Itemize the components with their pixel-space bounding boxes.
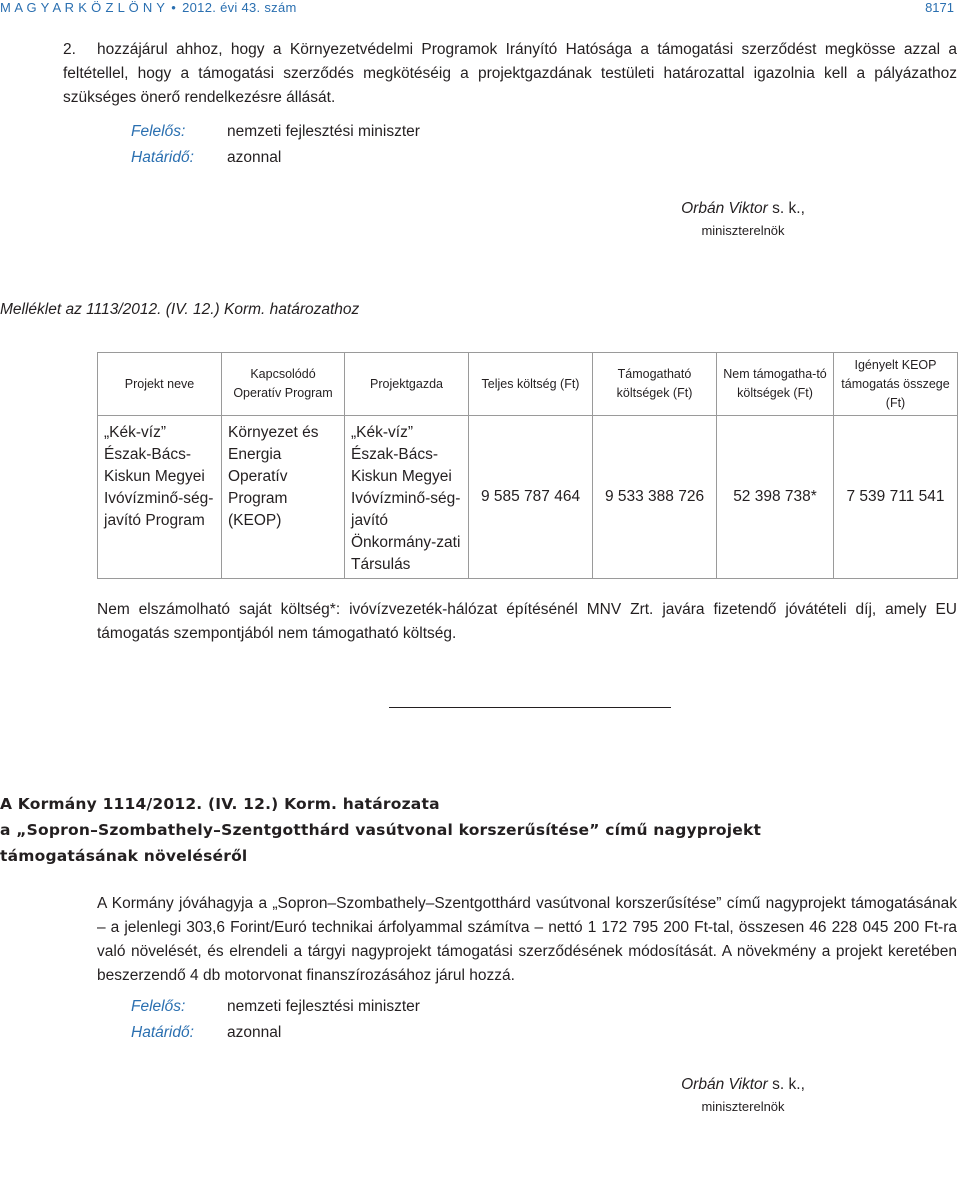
bullet: • (171, 0, 177, 15)
cell-ineligible-cost: 52 398 738* (717, 416, 834, 579)
responsible-value: nemzeti fejlesztési miniszter (227, 998, 420, 1015)
decision-subject-line2: támogatásának növeléséről (0, 847, 248, 865)
responsible-label: Felelős: (131, 123, 186, 140)
table-footnote: Nem elszámolható saját költség*: ivóvízvezeték-hálózat építésénél MNV Zrt. javára fizetendő jóvátételi díj, amely EU támogatás szempontjából nem támogatható költség. (97, 601, 957, 642)
decision-heading (0, 791, 960, 869)
issue-number: 2012. évi 43. szám (182, 0, 297, 15)
header-eligible-cost: Támogatható költségek (Ft) (593, 353, 717, 416)
deadline-value: azonnal (227, 1024, 282, 1041)
table-row (98, 416, 958, 579)
signatory-title: miniszterelnök (701, 1099, 785, 1114)
signatory-name: Orbán Viktor (681, 1076, 768, 1093)
item-number: 2. (63, 41, 76, 58)
deadline-label: Határidő: (131, 149, 194, 166)
signature-block (663, 1074, 823, 1118)
item-2-paragraph (63, 38, 957, 110)
section-divider (389, 707, 671, 708)
signature-block (663, 198, 823, 242)
cell-requested-support: 7 539 711 541 (834, 416, 958, 579)
decision-title: A Kormány 1114/2012. (IV. 12.) Korm. határozata (0, 795, 440, 813)
decision-responsible (131, 995, 831, 1019)
signatory-suffix: s. k., (767, 200, 805, 217)
responsible-label: Felelős: (131, 998, 186, 1015)
header-project-owner: Projektgazda (345, 353, 469, 416)
header-operational-program: Kapcsolódó Operatív Program (222, 353, 345, 416)
cell-project-owner: „Kék-víz” Észak-Bács-Kiskun Megyei Ivóvízminő-ség-javító Önkormány-zati Társulás (345, 416, 469, 579)
item-2-text: hozzájárul ahhoz, hogy a Környezetvédelmi Programok Irányító Hatósága a támogatási szerződést megkösse azzal a feltétellel, hogy a támogatási szerződés megkötéséig a projektgazdának testületi határozattal igazolnia kell a pályázathoz szükséges önerő rendelkezésre állását. (63, 41, 957, 106)
header-project-name: Projekt neve (98, 353, 222, 416)
signatory-name: Orbán Viktor (681, 200, 768, 217)
header-ineligible-cost: Nem támogatha-tó költségek (Ft) (717, 353, 834, 416)
decision-subject-line1: a „Sopron–Szombathely–Szentgotthárd vasútvonal korszerűsítése” című nagyprojekt (0, 821, 762, 839)
publication-line (0, 0, 297, 15)
signatory-suffix: s. k., (767, 1076, 805, 1093)
publication-title: M A G Y A R K Ö Z L Ö N Y (0, 0, 166, 15)
cell-operational-program: Környezet és Energia Operatív Program (KEOP) (222, 416, 345, 579)
table-header-row (98, 353, 958, 416)
header-total-cost: Teljes költség (Ft) (469, 353, 593, 416)
header-requested-support: Igényelt KEOP támogatás összege (Ft) (834, 353, 958, 416)
page-number: 8171 (925, 0, 954, 15)
cell-total-cost: 9 585 787 464 (469, 416, 593, 579)
project-table (97, 352, 958, 579)
signatory-title: miniszterelnök (701, 223, 785, 238)
decision-deadline (131, 1021, 831, 1045)
item-2-responsible (131, 120, 831, 144)
annex-title: Melléklet az 1113/2012. (IV. 12.) Korm. határozathoz (0, 301, 360, 318)
deadline-label: Határidő: (131, 1024, 194, 1041)
cell-project-name: „Kék-víz” Észak-Bács-Kiskun Megyei Ivóvízminő-ség-javító Program (98, 416, 222, 579)
page-header (0, 0, 960, 20)
item-2-deadline (131, 146, 831, 170)
deadline-value: azonnal (227, 149, 282, 166)
decision-body: A Kormány jóváhagyja a „Sopron–Szombathely–Szentgotthárd vasútvonal korszerűsítése” című nagyprojekt támogatásának – a jelenlegi 303,6 Forint/Euró technikai árfolyammal számítva – nettó 1 172 795 200 Ft-tal, összesen 46 228 045 200 Ft-ra való növelését, és elrendeli a tárgyi nagyprojekt támogatási szerződésének módosítását. A növekmény a projekt keretében beszerzendő 4 db motorvonat finanszírozásához járul hozzá. (97, 895, 957, 984)
responsible-value: nemzeti fejlesztési miniszter (227, 123, 420, 140)
cell-eligible-cost: 9 533 388 726 (593, 416, 717, 579)
